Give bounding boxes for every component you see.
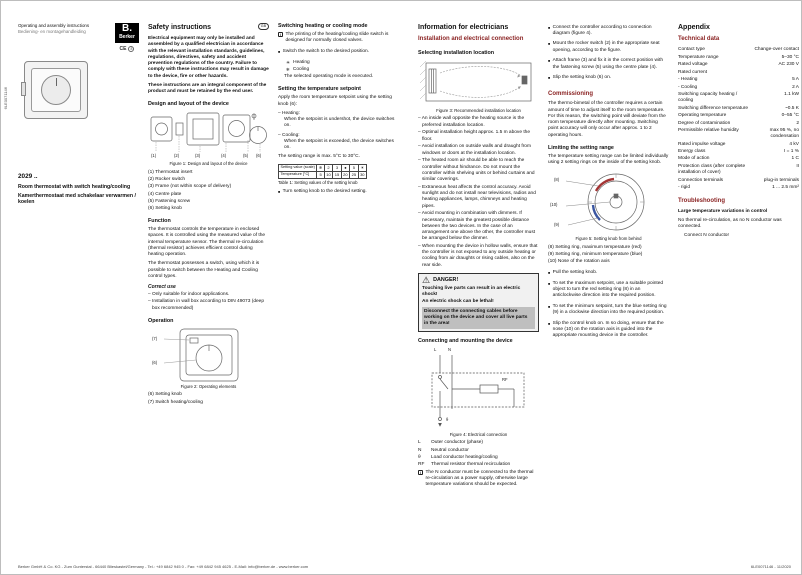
berker-logo-name: Berker [119, 34, 135, 40]
legend-symbol: ϑ [418, 454, 421, 460]
tech-row [678, 163, 799, 177]
action-step [548, 41, 669, 56]
figure-callout: (5) [243, 153, 249, 159]
tech-label: Switching difference temperature [678, 105, 749, 111]
heating-icon: ☀ [286, 59, 291, 65]
model-number: 2029 .. [18, 172, 38, 180]
safety-heading-row [148, 23, 269, 32]
figure-5-caption: Figure 5: Setting knob from behind [575, 236, 642, 242]
info-icon: i [280, 33, 281, 38]
legend-symbol: RF [418, 462, 425, 468]
tech-row [678, 184, 799, 191]
electricians-heading [418, 23, 539, 32]
danger-highlight: Disconnect the connecting cables before working on the device and cover all live parts in the area! [422, 307, 535, 329]
action-step [548, 25, 669, 40]
tech-value: 0–55 °C [781, 113, 799, 119]
column-operation [278, 23, 399, 493]
legend-symbol: N [418, 447, 422, 453]
brand-block [115, 23, 139, 53]
tech-row [678, 120, 799, 127]
cooling-icon: ❄ [286, 66, 290, 72]
tech-value: max 95 %, no condensation [769, 127, 799, 140]
connect-heading: Connecting and mounting the device [418, 337, 513, 344]
figure-callout: (6) [256, 153, 262, 159]
tech-label: Rated current [678, 69, 708, 75]
legend-row [418, 448, 539, 454]
function-heading: Function [148, 218, 171, 225]
tech-value: 1.1 kW [784, 92, 799, 98]
technical-data-heading: Technical data [678, 36, 720, 43]
operation-heading: Operation [148, 317, 174, 324]
device-setting-knob [41, 75, 71, 105]
part-item: (4) Centre plate [148, 191, 182, 197]
step-icon: ■ [548, 322, 551, 327]
operation-legend-item: (6) Setting knob [148, 392, 182, 398]
figure-4 [418, 347, 539, 431]
figure-callout: (2) [174, 153, 180, 159]
step-icon: ■ [548, 281, 551, 286]
temp-cell: 20 [343, 172, 348, 178]
tech-value: Change-over contact [754, 47, 799, 53]
action-step [548, 304, 669, 319]
danger-line: An electric shock can be lethal! [422, 299, 494, 305]
commissioning-p2: The temperature setting range can be limited individually using 2 setting rings on the inside of the setting knob. [548, 153, 669, 166]
conductor-label-n: N [448, 346, 452, 352]
tech-label: Contact type [678, 47, 705, 53]
instructions-en: Operating and assembly instructions [18, 23, 90, 28]
part-item: (5) Fastening screw [148, 198, 191, 204]
tech-value: AC 230 V [778, 62, 799, 68]
safety-heading: Safety instructions [148, 24, 212, 31]
tech-label: Energy class [678, 149, 706, 155]
table-row [279, 164, 367, 171]
heating-label: Heating [293, 59, 310, 65]
tech-row [678, 84, 799, 91]
instruction-titles [18, 23, 89, 53]
tech-label: Rated impulse voltage [678, 141, 726, 147]
install-bullet: – Avoid installation on outside walls and draught from windows or doors at the installation location. [418, 144, 531, 156]
part-item: (2) Rocker switch [148, 177, 186, 183]
tech-row [678, 113, 799, 120]
commissioning-heading: Commissioning [548, 90, 594, 97]
action-step [548, 270, 669, 279]
figure-callout: (8) [554, 177, 560, 183]
page-footer [18, 564, 791, 569]
switching-heading: Switching heating or cooling mode [278, 23, 368, 29]
trouble-title: Large temperature variations in control [678, 208, 768, 214]
cooling-label: Cooling [292, 66, 310, 72]
action-step [548, 321, 669, 343]
tech-row [678, 77, 799, 84]
mode-cooling [278, 67, 399, 73]
step-text: To set the maximum setpoint, use a suitable pointed object to turn the red setting ring (8) in an anticlockwise direction into the required position. [552, 280, 664, 299]
legend-row [418, 455, 539, 461]
installation-heading: Installation and electrical connection [418, 36, 524, 43]
tech-value: 1 ... 2.5 mm² [772, 184, 799, 190]
figure-callout: (3) [195, 153, 201, 159]
figure-5-drawing [548, 169, 669, 235]
berker-logo-initial: B. [122, 23, 132, 34]
step-icon: ■ [278, 49, 281, 54]
tech-value: 5 A [792, 77, 799, 83]
info-note [278, 32, 399, 47]
tech-row [678, 156, 799, 163]
step-text: Slip the setting knob (6) on. [552, 75, 612, 81]
scale-cell: 3 [333, 164, 341, 171]
part-item: (3) Frame (not within scope of delivery) [148, 184, 232, 190]
info-icon: i [420, 470, 421, 475]
figure-1-caption: Figure 1: Design and layout of the device [169, 161, 248, 167]
figure-callout: (7) [152, 335, 158, 341]
limiting-heading: Limiting the setting range [548, 144, 614, 151]
intro-header [18, 23, 139, 53]
install-bullet: – An inside wall opposite the heating source is the preferred installation location. [418, 116, 525, 128]
tech-row [678, 177, 799, 184]
tech-label: Operating temperature [678, 113, 727, 119]
danger-title: DANGER! [433, 276, 459, 283]
tech-label: Permissible relative humidity [678, 127, 739, 133]
trouble-cause: No thermal re-circulation, as no N conductor was connected. [678, 217, 782, 230]
step-icon: ■ [548, 76, 551, 81]
table-row-label: Temperature [°C] [279, 171, 317, 178]
column-safety [148, 23, 269, 493]
safety-warning-2: These instructions are an integral component of the product and must be retained by the end user. [148, 82, 267, 94]
operation-legend-item: (7) Switch heating/cooling [148, 399, 203, 405]
column-electricians [418, 23, 539, 493]
tech-label: - rigid [678, 184, 690, 190]
setpoint-range: The setting range is max. 5°C to 30°C. [278, 154, 360, 160]
temp-cell: 15 [334, 172, 340, 178]
step-text: Connect the controller according to connection diagram (figure 4). [552, 24, 652, 36]
function-p2: The thermostat possesses a switch, using which it is possible to switch between the Heating and Cooling control types. [148, 261, 260, 279]
setpoint-desc: When the setpoint is exceeded, the device switches on. [284, 138, 394, 151]
troubleshooting-heading: Troubleshooting [678, 197, 725, 204]
tech-value: II [796, 163, 799, 169]
legend-row [418, 462, 539, 468]
ring-legend-item: (9) Setting ring, minimum temperature (blue) [548, 252, 643, 258]
legend-symbol: L [418, 440, 421, 446]
correct-use-item: – Installation in wall box according to DIN 49073 (deep box recommended) [148, 299, 264, 311]
figure-4-drawing [418, 347, 539, 431]
correct-use-heading: Correct use [148, 284, 176, 291]
scale-cell: ☀ [358, 164, 366, 171]
column-intro [18, 23, 139, 493]
step-text: Slip the control knob on. In so doing, ensure that the nose (10) on the rotation axis is guided into the appropriate mounting device in the controller. [552, 321, 664, 339]
figure-callout: (1) [151, 153, 157, 159]
product-name-en: Room thermostat with switch heating/cooling [18, 183, 131, 190]
device-illustration [24, 61, 88, 119]
figure-callout: (10) [550, 202, 558, 208]
figure-3-drawing [418, 59, 539, 107]
figure-2 [148, 327, 269, 383]
conductor-label-l: L [434, 346, 437, 352]
temp-cell: 25 [351, 172, 357, 178]
figure-2-drawing [148, 327, 269, 383]
tech-value: I = 1 % [783, 149, 799, 155]
info-note [418, 470, 539, 492]
scale-cell: ● [341, 164, 349, 171]
legend-text: Thermal resistor thermal recirculation [431, 462, 511, 468]
tech-row [678, 141, 799, 148]
figure-1-drawing [148, 110, 269, 160]
temp-cell: 5 [317, 171, 324, 178]
figure-4-caption: Figure 4: Electrical connection [449, 431, 508, 437]
install-bullet: – The heated room air should be able to reach the controller without hindrance. Do not mount the controller within shelving units or behind curtains and similar coverings. [418, 158, 535, 183]
danger-header [422, 276, 535, 285]
tech-label: Switching capacity heating / cooling [678, 92, 738, 104]
figure-callout: (6) [152, 359, 158, 365]
tech-value: 2 A [792, 84, 799, 90]
ring-legend-item: (8) Setting ring, maximum temperature (red) [548, 244, 642, 250]
step-icon: ■ [548, 305, 551, 310]
figure-callout: (4) [221, 153, 227, 159]
correct-use-item: – Only suitable for indoor applications. [148, 291, 230, 297]
language-badge: GB [258, 23, 269, 30]
temp-cell: 30 [360, 172, 365, 178]
location-heading: Selecting installation location [418, 49, 495, 56]
tech-label: Protection class (after complete installation of cover) [678, 163, 746, 176]
info-text: The printing of the heating/cooling slide switch is designed for normally closed valves. [285, 32, 389, 44]
legend-text: Load conductor heating/cooling [431, 454, 498, 460]
scale-cell: 5 [350, 164, 358, 171]
tech-value: 1 C [791, 156, 799, 162]
tech-label: Degree of contamination [678, 120, 731, 126]
action-step [278, 189, 399, 198]
tech-row [678, 54, 799, 61]
tech-row [678, 62, 799, 69]
step-text: Mount the rocker switch (2) in the appropriate seat opening, according to the figure. [552, 41, 660, 53]
setpoint-intro: Apply the room temperature setpoint using the setting knob (6): [278, 95, 392, 107]
technical-data-table [678, 47, 799, 192]
step-text: Switch the switch to the desired position. [282, 48, 370, 54]
columns [18, 23, 799, 493]
tech-label: Connection terminals [678, 177, 724, 183]
action-step [548, 281, 669, 303]
figure-3 [418, 59, 539, 107]
setpoint-heading: Setting the temperature setpoint [278, 86, 361, 93]
mode-heating [278, 60, 399, 66]
temp-cell: 10 [326, 172, 331, 178]
tech-label: - Heating [678, 77, 698, 83]
step-text: Attach frame (3) and fix it in the correct position with the fastening screw (5) using the centre plate (4). [552, 58, 664, 70]
switching-result: The selected operating mode is executed. [284, 74, 374, 80]
scale-cell: 2 [324, 164, 332, 171]
install-bullet: – When mounting the device in hollow walls, ensure that the controller is not exposed to any outside heating or cooling from air draughts or rising cables, also on the rear side. [418, 243, 538, 268]
design-heading: Design and layout of the device [148, 101, 229, 108]
setpoint-desc: When the setpoint is undershot, the device switches on. [284, 117, 395, 129]
part-item: (1) Thermostat insert [148, 169, 193, 175]
tech-value: 2 [796, 120, 799, 126]
tech-label: Mode of action [678, 156, 710, 162]
legend-text: Neutral conductor [431, 447, 469, 453]
info-text: The N conductor must be connected to the thermal re-circulation as a power supply, otherwise large temperature variations should be expected. [425, 469, 534, 488]
tech-value: ~0.5 K [784, 105, 799, 111]
setpoint-term: – Cooling: [278, 132, 300, 138]
tech-label: Rated voltage [678, 62, 708, 68]
doc-number-vertical: 6LE0071146 [3, 87, 8, 110]
tech-value: 4 kV [789, 141, 799, 147]
step-icon: ■ [548, 25, 551, 30]
step-text: To set the minimum setpoint, turn the blue setting ring (9) in a clockwise direction into the required position. [552, 304, 667, 316]
column-commissioning [548, 23, 669, 493]
step-icon: ■ [278, 189, 281, 194]
tech-row [678, 69, 799, 76]
instructions-nl: Bediening- en montagehandleiding [18, 28, 86, 34]
tech-row [678, 105, 799, 112]
action-step [548, 75, 669, 84]
ce-mark: CE [119, 46, 127, 52]
conformity-marks [115, 46, 139, 53]
tech-row [678, 148, 799, 155]
figure-1 [148, 110, 269, 160]
tech-row [678, 91, 799, 105]
tech-value: 5–30 °C [781, 54, 799, 60]
step-icon: ■ [548, 42, 551, 47]
function-p1: The thermostat controls the temperature in enclosed spaces. It is controlled using the measured value of the internal temperature sensor. The thermal re-circulation (thermal resistor) achieves efficient control during heating operation. [148, 227, 266, 258]
step-text: Pull the setting knob. [552, 270, 598, 276]
commissioning-p1: The thermo-bimetal of the controller requires a certain amount of time to adjust itself to the room temperature. For this reason, the switching point will deviate from the room temperature directly after mounting. Switching point accuracy will only occur after approx. 1 to 2 operating hours. [548, 101, 666, 138]
appendix-heading-text: Appendix [678, 24, 710, 31]
step-text: Turn setting knob to the desired setting. [282, 188, 367, 194]
tech-row [678, 47, 799, 54]
danger-box [418, 273, 539, 332]
tech-row [678, 127, 799, 141]
approval-mark: 8 [128, 46, 134, 52]
footer-company-info: Berker GmbH & Co. KG - Zum Gunterstal - 66440 Blieskastel/Germany - Tel.: +49 6842 945 0 - Fax: +49 6842 945 4625 - E-Mail: info@berker.de - www.berker.com [18, 564, 309, 569]
legend-text: Outer conductor (phase) [431, 440, 483, 446]
install-bullet: – Extraneous heat affects the control accuracy. Avoid sunlight and do not install near televisions, radios and heating appliances, lamps, chimneys and heating pipes. [418, 184, 536, 209]
product-name-nl: Kamerthermostaat med schakelaar verwarmen / koelen [18, 192, 136, 206]
tech-label: - Cooling [678, 84, 698, 90]
tech-value: plug-in terminals [763, 177, 799, 183]
appendix-heading [678, 23, 799, 32]
setting-values-table [278, 164, 367, 179]
thermal-resistor-label: RF [502, 376, 508, 382]
table-1-caption: Table 1: Setting values of the setting knob [278, 179, 358, 185]
load-output-label: ϑ [446, 416, 449, 422]
electricians-heading-text: Information for electricians [418, 24, 509, 31]
knob-pointer [56, 78, 57, 86]
step-icon: ■ [548, 59, 551, 64]
install-bullet: – Avoid mounting in combination with dimmers. If necessary, maintain the greatest possible distance between the two devices. In the case of an arrangement one above the other, the controller must be arranged below the dimmer. [418, 211, 536, 242]
table-row-label: Setting value (scale) [279, 164, 317, 171]
figure-2-caption: Figure 2: Operating elements [180, 383, 237, 389]
part-item: (6) Setting knob [148, 205, 182, 211]
figure-3-caption: Figure 3: Recommended installation location [436, 107, 521, 113]
column-appendix [678, 23, 799, 493]
berker-logo [115, 23, 139, 43]
danger-line: Touching live parts can result in an electric shock! [422, 285, 521, 298]
warning-triangle-icon: ⚠ [422, 274, 431, 285]
device-rocker-switch [21, 82, 26, 96]
scale-cell: ❄ [318, 165, 323, 171]
step-icon: ■ [548, 271, 551, 276]
legend-row [418, 440, 539, 446]
tech-label: Temperature range [678, 54, 719, 60]
install-bullet: – Optimal installation height approx. 1.5 m above the floor. [418, 130, 530, 142]
trouble-fix: Connect N conductor [684, 233, 730, 239]
action-step [548, 58, 669, 73]
table-row [279, 171, 367, 178]
footer-doc-number: 6LE0071146 - 11/2020 [750, 564, 791, 569]
figure-callout: (9) [554, 222, 560, 228]
ring-legend-item: (10) Nose of the rotation axis [548, 259, 610, 265]
figure-5 [548, 169, 669, 235]
setpoint-term: – Heating: [278, 110, 300, 116]
action-step [278, 49, 399, 58]
safety-warning-1: Electrical equipment may only be installed and assembled by a qualified electrician in accordance with the relevant installation standards, guidelines, regulations, directives, safety and accident prevention regulations of the country. Failure to comply with these instructions may result in damage to the device, fire or other hazards. [148, 36, 269, 79]
